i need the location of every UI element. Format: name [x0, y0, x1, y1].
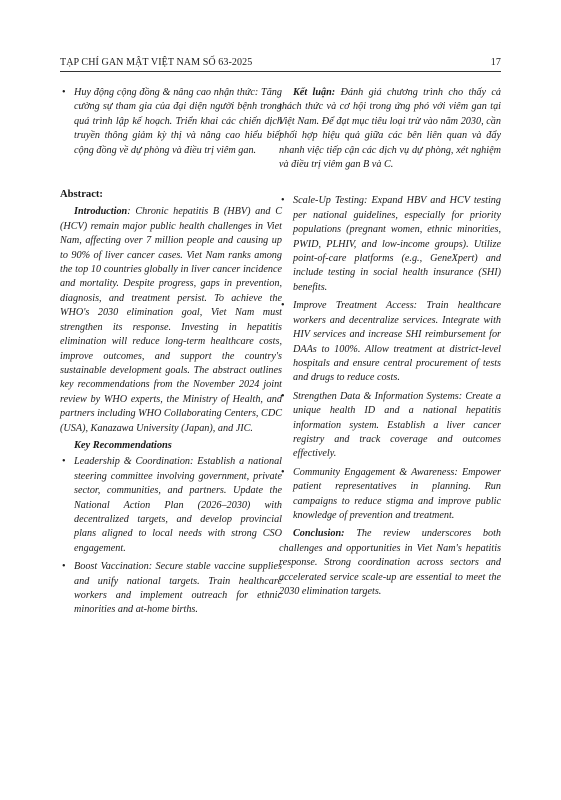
- introduction-label: Introduction: [74, 206, 128, 218]
- abstract-title: Abstract:: [60, 189, 103, 201]
- recommendation-item: • Improve Treatment Access: Train healthcare workers and decentralize services. Integrate with HIV services and increase SHI reimbursement for DAAs to 100%. Allow treatment at district-level hospitals and ensure central procurement of tests and drugs to reduce costs.: [279, 299, 501, 385]
- recommendation-item: • Leadership & Coordination: Establish a national steering committee involving government, private sector, communities, and partners. Update the National Action Plan (2026–2030) with decentralized targets, and develop provincial plans aligned to local needs with strong CSO engagement.: [60, 455, 282, 556]
- running-header: [60, 57, 501, 68]
- vn-bullet-community: • Huy động cộng đồng & nâng cao nhận thức: Tăng cường sự tham gia của đại diện người bệnh trong quá trình lập kế hoạch. Triển khai các chiến dịch truyền thông giảm kỳ thị và nâng cao hiểu biết cộng đồng về dự phòng và điều trị viêm gan.: [60, 86, 282, 158]
- recommendations-list-left: [60, 455, 282, 617]
- introduction-text: : Chronic hepatitis B (HBV) and C (HCV) remain major public health challenges in Viet Nam, affecting over 7 million people and causing up to 90% of liver cancer cases. Viet Nam ranks among the top 10 countries globally in liver cancer incidence and mortality. Despite progress, gaps in prevention, diagnosis, and treatment persist. To achieve the WHO's 2030 elimination goal, Viet Nam must strengthen its response. Investing in hepatitis elimination will reduce long-term healthcare costs, improve outcomes, and support the country's sustainable development goals. The abstract outlines key recommendations from the November 2024 joint review by WHO experts, the Ministry of Health, and partners including WHO Collaborating Centers, CDC (USA), Kanazawa University (Japan), and JIC.: [60, 206, 282, 434]
- vn-bullet-list: [60, 86, 282, 158]
- key-recommendations-title: Key Recommendations: [74, 439, 172, 451]
- conclusion-text: The review underscores both challenges and opportunities in Viet Nam's hepatitis response. Strong coordination across sectors and accelerated service scale-up are essential to meet the 2030 elimination targets.: [279, 528, 501, 597]
- abstract-conclusion: [279, 527, 501, 599]
- conclusion-label: Conclusion:: [293, 528, 345, 540]
- right-column: [279, 86, 501, 599]
- page-number: 17: [490, 57, 501, 68]
- left-column: [60, 86, 282, 622]
- header-rule: [60, 71, 501, 72]
- recommendations-list-right: [279, 194, 501, 523]
- vn-conclusion-label: Kết luận:: [293, 87, 336, 98]
- vn-conclusion-text: Đánh giá chương trình cho thấy cả thách thức và cơ hội trong ứng phó với viêm gan tại Việt Nam. Để đạt mục tiêu loại trừ vào năm 2030, cần phối hợp hiệu quả giữa các bên liên quan và đẩy nhanh việc tiếp cận các dịch vụ dự phòng, xét nghiệm và điều trị viêm gan B và C.: [279, 87, 501, 171]
- recommendation-item: • Community Engagement & Awareness: Empower patient representatives in planning. Run campaigns to reduce stigma and improve public knowledge of prevention and treatment.: [279, 466, 501, 524]
- journal-title: TẠP CHÍ GAN MẬT VIỆT NAM SỐ 63-2025: [60, 57, 253, 68]
- vn-conclusion: [279, 86, 501, 172]
- recommendation-item: • Boost Vaccination: Secure stable vaccine supplies and unify national targets. Train healthcare workers and implement outreach for ethnic minorities and at-home births.: [60, 560, 282, 618]
- recommendation-item: • Strengthen Data & Information Systems: Create a unique health ID and a national hepatitis information system. Establish a liver cancer registry and track coverage and outcomes effectively.: [279, 390, 501, 462]
- abstract-introduction: [60, 205, 282, 436]
- recommendation-item: • Scale-Up Testing: Expand HBV and HCV testing per national guidelines, especially for priority populations (pregnant women, ethnic minorities, PWID, PLHIV, and low-income groups). Utilize point-of-care platforms (e.g., GeneXpert) and include testing in social health insurance (SHI) benefits.: [279, 194, 501, 295]
